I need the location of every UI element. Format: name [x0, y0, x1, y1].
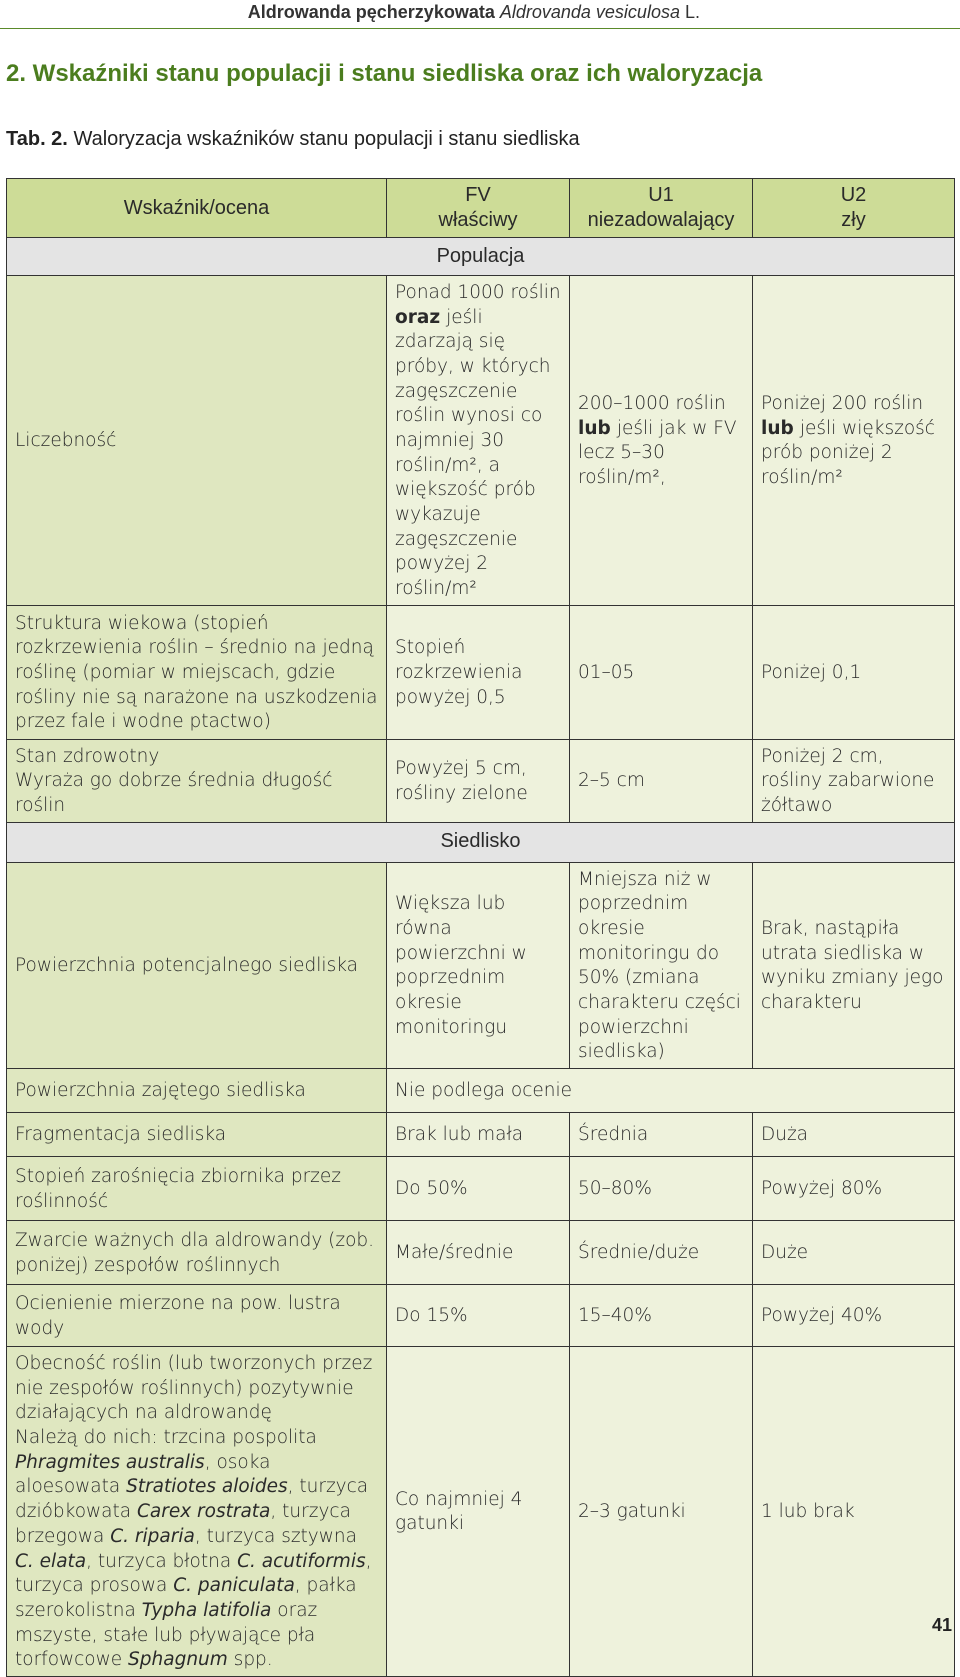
cell-u2-zwarcie: Duże — [753, 1221, 955, 1285]
cell-u2-fragmentacja: Duża — [753, 1113, 955, 1157]
cell-fv-obecnosc: Co najmniej 4 gatunki — [387, 1347, 570, 1677]
cell-fv-ocienienie: Do 15% — [387, 1285, 570, 1347]
table-row — [7, 862, 955, 1068]
cell-fv-stan: Powyżej 5 cm, rośliny zielone — [387, 739, 570, 822]
cell-u2-pow-potencjalna: Brak, nastąpiła utrata siedliska w wyniku zmiany jego charakteru — [753, 862, 955, 1068]
row-label-fragmentacja: Fragmentacja siedliska — [7, 1113, 387, 1157]
cell-u1-zwarcie: Średnie/duże — [570, 1221, 753, 1285]
running-head-tail: L. — [684, 2, 700, 22]
cell-pow-zajeta: Nie podlega ocenie — [387, 1069, 955, 1113]
species-c-elata: C. elata — [15, 1550, 87, 1572]
header-u1 — [570, 179, 753, 238]
running-header — [0, 0, 960, 29]
row-label-stan: Stan zdrowotny Wyraża go dobrze średnia długość roślin — [7, 739, 387, 822]
row-label-obecnosc: Obecność roślin (lub tworzonych przez nie zespołów roślinnych) pozytywnie działających na aldrowandę Należą do nich: trzcina pospolita Phragmites australis, osoka aloesowata Stratiotes aloides, turzyca dzióbkowata Carex rostrata, turzyca brzegowa C. riparia, turzyca sztywna C. elata, turzyca błotna C. acutiformis, turzyca prosowa C. paniculata, pałka szerokolistna Typha latifolia oraz mszyste, stałe lub pływające pła torfowcowe Sphagnum spp. — [7, 1347, 387, 1677]
table-row — [7, 1069, 955, 1113]
header-u1-name: niezadowalający — [587, 209, 735, 231]
row-label-pow-zajeta: Powierzchnia zajętego siedliska — [7, 1069, 387, 1113]
caption-prefix: Tab. 2. — [6, 128, 68, 150]
species-c-paniculata: C. paniculata — [173, 1575, 295, 1597]
table-row — [7, 739, 955, 822]
cell-u1-ocienienie: 15–40% — [570, 1285, 753, 1347]
header-fv-code: FV — [465, 184, 491, 206]
cell-u2-obecnosc: 1 lub brak — [753, 1347, 955, 1677]
species-carex-rostrata: Carex rostrata — [136, 1501, 271, 1523]
row-label-struktura: Struktura wiekowa (stopień rozkrzewienia roślin – średnio na jedną roślinę (pomiar w miejscach, gdzie rośliny nie są narażone na uszkodzenia przez fale i wodne ptactwo) — [7, 605, 387, 739]
cell-fv-pow-potencjalna: Większa lub równa powierzchni w poprzednim okresie monitoringu — [387, 862, 570, 1068]
species-typha: Typha latifolia — [141, 1599, 272, 1621]
cell-u2-zarosniecie: Powyżej 80% — [753, 1157, 955, 1221]
species-phragmites: Phragmites australis — [15, 1451, 205, 1473]
header-u2-name: zły — [841, 209, 866, 231]
table-row — [7, 276, 955, 606]
header-u2-code: U2 — [840, 184, 867, 206]
species-sphagnum: Sphagnum — [128, 1649, 228, 1671]
row-label-zarosniecie: Stopień zarośnięcia zbiornika przez roślinność — [7, 1157, 387, 1221]
table-row — [7, 1221, 955, 1285]
header-indicator: Wskaźnik/ocena — [7, 179, 387, 238]
header-u2 — [753, 179, 955, 238]
species-stratiotes: Stratiotes aloides — [126, 1476, 288, 1498]
cell-u2-ocienienie: Powyżej 40% — [753, 1285, 955, 1347]
cell-u1-pow-potencjalna: Mniejsza niż w poprzednim okresie monitoringu do 50% (zmiana charakteru części powierzchni siedliska) — [570, 862, 753, 1068]
row-label-zwarcie: Zwarcie ważnych dla aldrowandy (zob. poniżej) zespołów roślinnych — [7, 1221, 387, 1285]
section-habitat: Siedlisko — [7, 822, 955, 862]
section-title: 2. Wskaźniki stanu populacji i stanu siedliska oraz ich waloryzacja — [6, 60, 763, 87]
header-fv — [387, 179, 570, 238]
cell-u2-stan: Poniżej 2 cm, rośliny zabarwione żółtawo — [753, 739, 955, 822]
cell-fv-zarosniecie: Do 50% — [387, 1157, 570, 1221]
header-fv-name: właściwy — [438, 209, 518, 231]
row-label-ocienienie: Ocienienie mierzone na pow. lustra wody — [7, 1285, 387, 1347]
table-caption — [6, 128, 580, 151]
section-row-habitat — [7, 822, 955, 862]
cell-fv-zwarcie: Małe/średnie — [387, 1221, 570, 1285]
table-row — [7, 1347, 955, 1677]
cell-fv-liczebnosc: Ponad 1000 roślin oraz jeśli zdarzają się próby, w których zagęszczenie roślin wynosi co najmniej 30 roślin/m², a większość prób wykazuje zagęszczenie powyżej 2 roślin/m² — [387, 276, 570, 606]
running-head-latin: Aldrovanda vesiculosa — [499, 2, 680, 22]
header-u1-code: U1 — [648, 184, 674, 206]
species-c-acutiformis: C. acutiformis — [237, 1550, 366, 1572]
cell-u2-liczebnosc: Poniżej 200 roślin lub jeśli większość prób poniżej 2 roślin/m² — [753, 276, 955, 606]
valuation-table — [6, 178, 955, 1677]
running-head-bold: Aldrowanda pęcherzykowata — [247, 2, 495, 22]
caption-text: Waloryzacja wskaźników stanu populacji i stanu siedliska — [73, 128, 580, 150]
table-row — [7, 1113, 955, 1157]
page-number: 41 — [931, 1615, 952, 1635]
table-row — [7, 1157, 955, 1221]
cell-u1-liczebnosc: 200–1000 roślin lub jeśli jak w FV lecz 5–30 roślin/m², — [570, 276, 753, 606]
table-row — [7, 605, 955, 739]
species-c-riparia: C. riparia — [110, 1525, 195, 1547]
cell-fv-fragmentacja: Brak lub mała — [387, 1113, 570, 1157]
cell-u2-struktura: Poniżej 0,1 — [753, 605, 955, 739]
cell-u1-zarosniecie: 50–80% — [570, 1157, 753, 1221]
section-row-population — [7, 238, 955, 276]
cell-u1-fragmentacja: Średnia — [570, 1113, 753, 1157]
cell-u1-obecnosc: 2–3 gatunki — [570, 1347, 753, 1677]
row-label-pow-potencjalna: Powierzchnia potencjalnego siedliska — [7, 862, 387, 1068]
cell-fv-struktura: Stopień rozkrzewienia powyżej 0,5 — [387, 605, 570, 739]
table-row — [7, 1285, 955, 1347]
cell-u1-struktura: 01–05 — [570, 605, 753, 739]
row-label-liczebnosc: Liczebność — [7, 276, 387, 606]
cell-u1-stan: 2–5 cm — [570, 739, 753, 822]
running-head-title — [248, 2, 700, 23]
table-header-row — [7, 179, 955, 238]
section-population: Populacja — [7, 238, 955, 276]
